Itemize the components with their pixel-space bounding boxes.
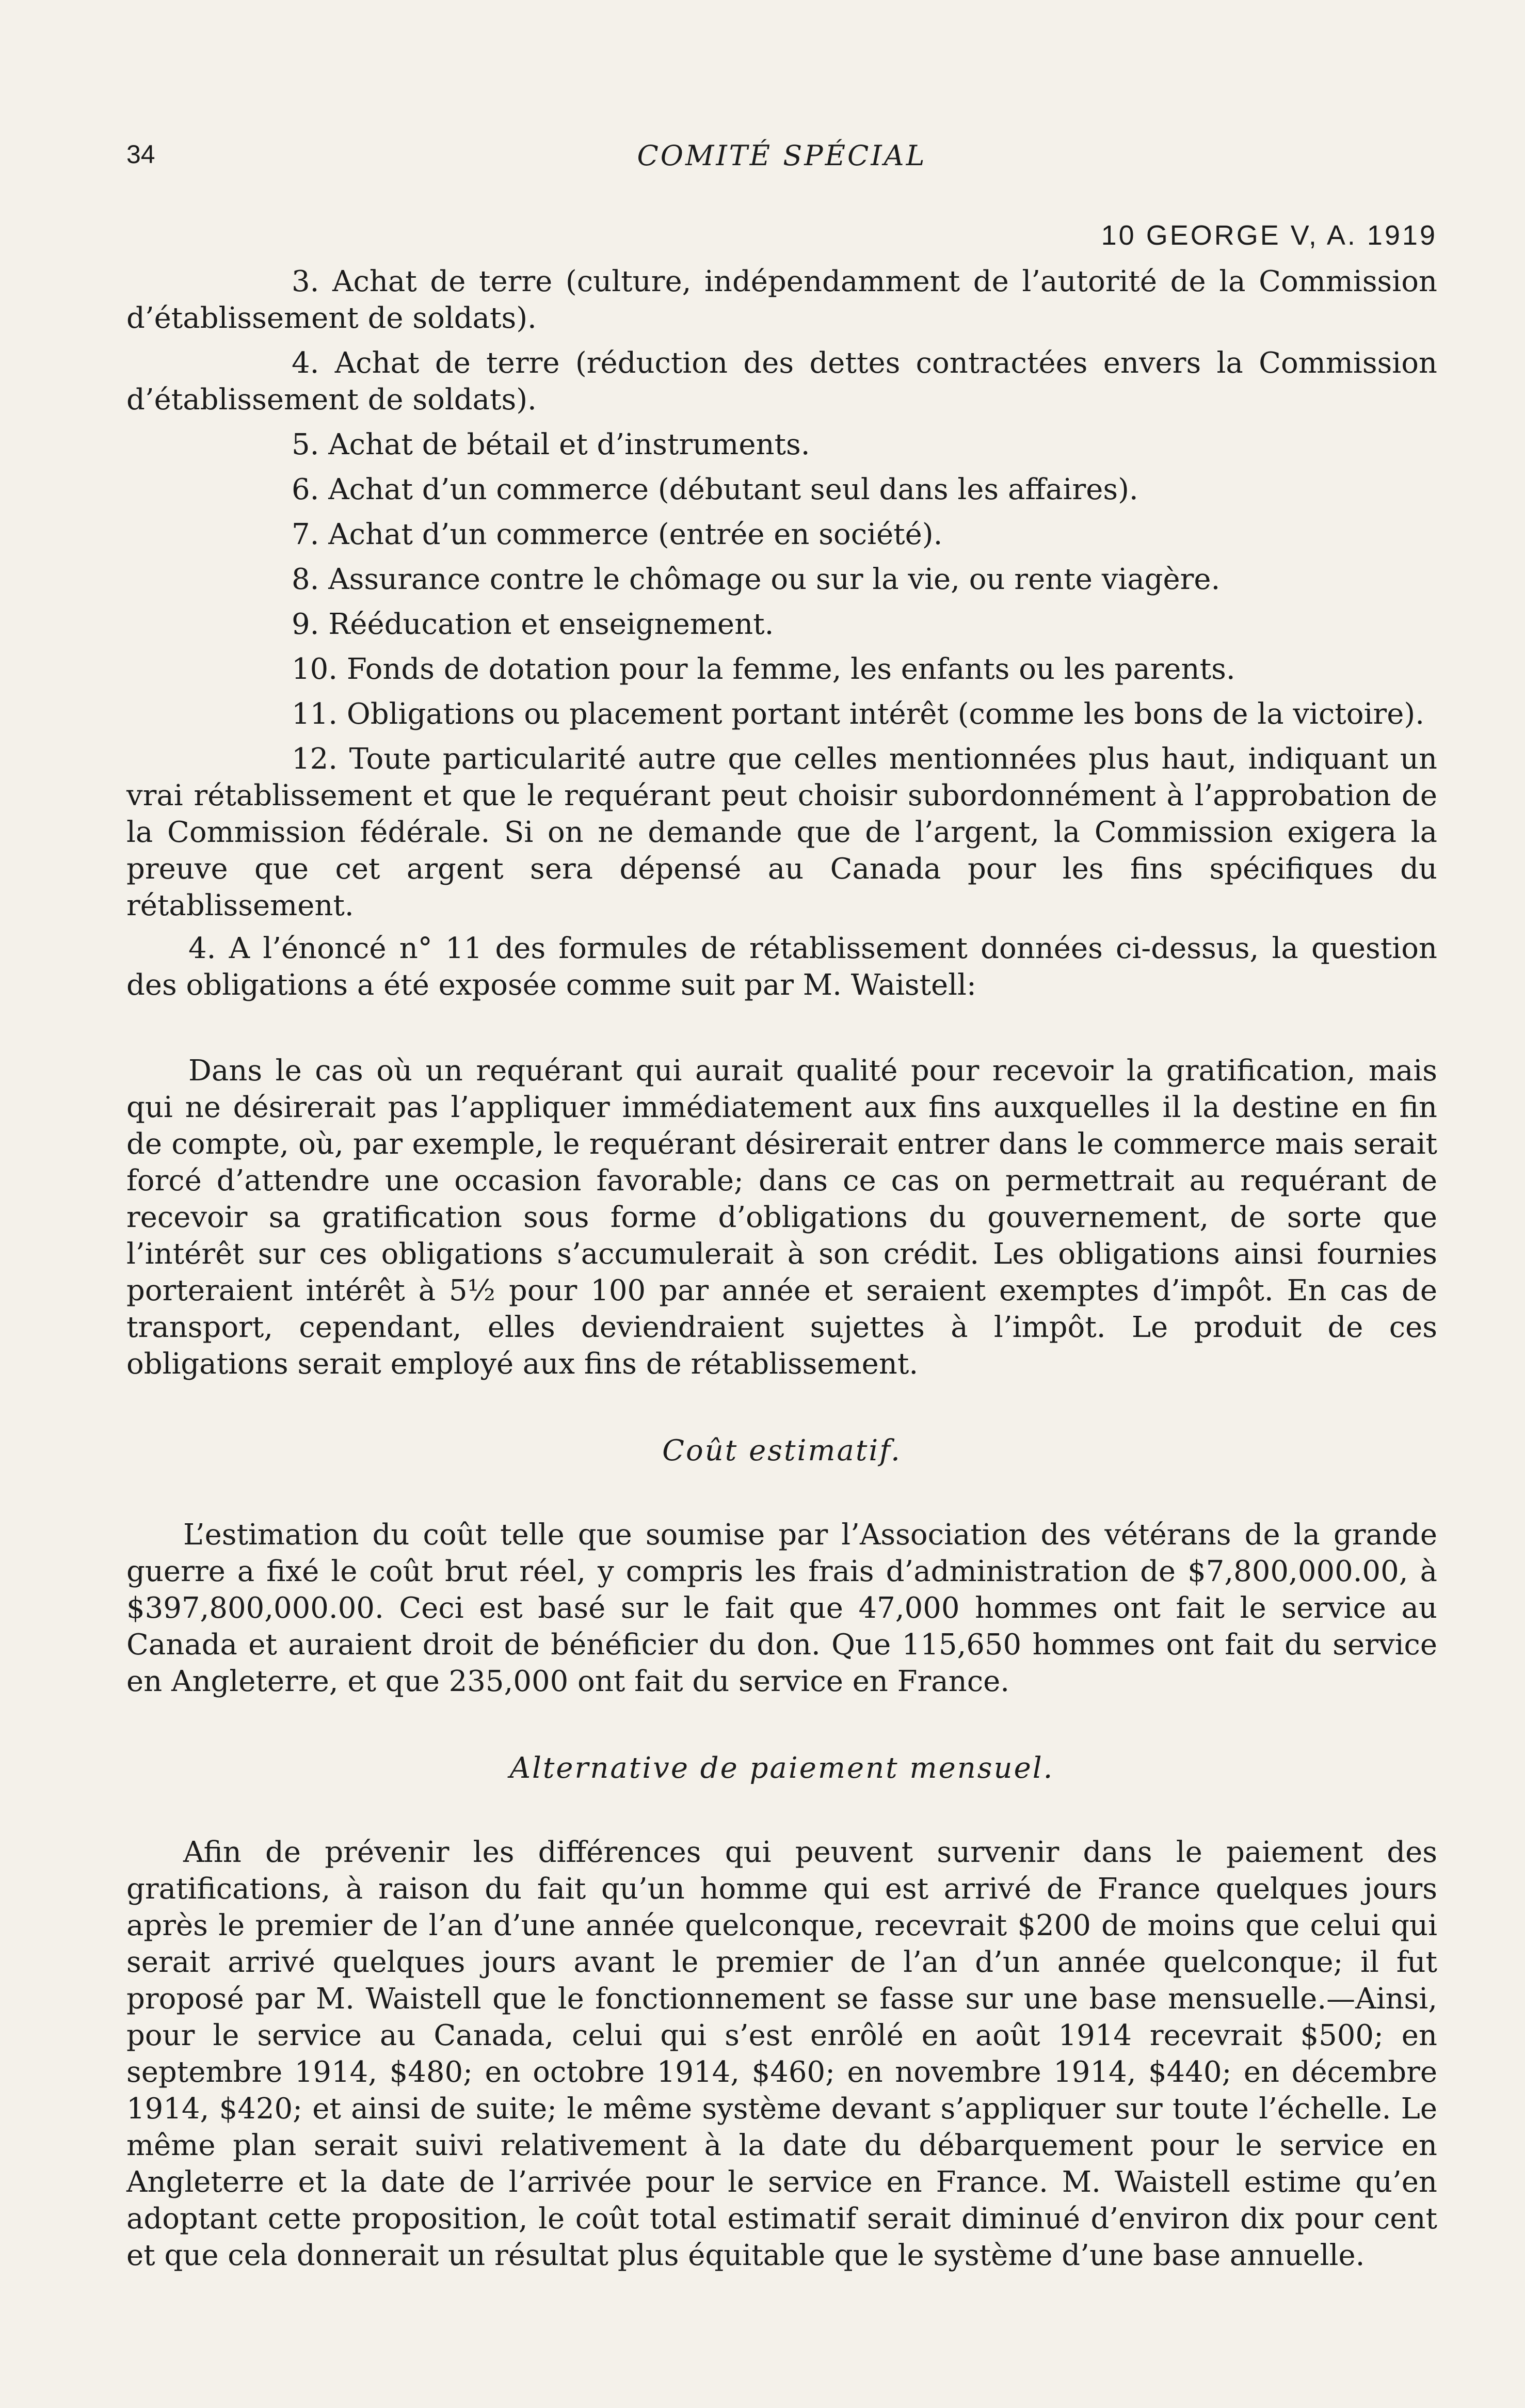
monthly-paragraph: Afin de prévenir les différences qui peuvent survenir dans le paiement des gratifications, à raison du fait qu’un homme qui est arrivé de France quelques jours après le premier de l’an d’une année quelconque, recevrait $200 de moins que celui qui serait arrivé quelques jours avant le premier de l’an d’un année quelconque; il fut proposé par M. Waistell que le fonctionnement se fasse sur une base mensuelle.—Ainsi, pour le service au Canada, celui qui s’est enrôlé en août 1914 recevrait $500; en septembre 1914, $480; en octobre 1914, $460; en novembre 1914, $440; en décembre 1914, $420; et ainsi de suite; le même système devant s’appliquer sur toute l’échelle. Le même plan serait suivi relativement à la date du débarquement pour le service en Angleterre et la date de l’arrivée pour le service en France. M. Waistell estime qu’en adoptant cette proposition, le coût total estimatif serait diminué d’environ dix pour cent et que cela donnerait un résultat plus équitable que le système d’une base annuelle. bbox=[126, 1836, 1437, 2272]
session-label: 10 GEORGE V, A. 1919 bbox=[1101, 220, 1437, 251]
list-item: 12. Toute particularité autre que celles mentionnées plus haut, indiquant un vrai rétablissement et que le requérant peut choisir subordonnément à l’approbation de la Commission fédérale. Si on ne demande que de l’argent, la Commission exigera la preuve que cet argent sera dépensé au Canada pour les fins spécifiques du rétablissement. bbox=[126, 742, 1437, 922]
list-item: 7. Achat d’un commerce (entrée en société). bbox=[292, 518, 943, 551]
list-item: 5. Achat de bétail et d’instruments. bbox=[292, 428, 810, 461]
list-item: 3. Achat de terre (culture, indépendamment de l’autorité de la Commission d’établissement de soldats). bbox=[126, 265, 1437, 335]
list-item: 10. Fonds de dotation pour la femme, les enfants ou les parents. bbox=[292, 652, 1235, 686]
page-header bbox=[126, 139, 1437, 181]
block-quote: Dans le cas où un requérant qui aurait qualité pour recevoir la gratification, mais qui ne désirerait pas l’appliquer immédiatement aux fins auxquelles il la destine en fin de compte, où, par exemple, le requérant désirerait entrer dans le commerce mais serait forcé d’attendre une occasion favorable; dans ce cas on permettrait au requérant de recevoir sa gratification sous forme d’obligations du gouvernement, de sorte que l’intérêt sur ces obligations s’accumulerait à son crédit. Les obligations ainsi fournies porteraient intérêt à 5½ pour 100 par année et seraient exemptes d’impôt. En cas de transport, cependant, elles deviendraient sujettes à l’impôt. Le produit de ces obligations serait employé aux fins de rétablissement. bbox=[126, 1054, 1437, 1381]
page-body bbox=[126, 263, 1437, 2274]
list-item: 4. Achat de terre (réduction des dettes contractées envers la Commission d’établissement de soldats). bbox=[126, 346, 1437, 417]
cost-paragraph: L’estimation du coût telle que soumise par l’Association des vétérans de la grande guerre a fixé le coût brut réel, y compris les frais d’administration de $7,800,000.00, à $397,800,000.00. Ceci est basé sur le fait que 47,000 hommes ont fait le service au Canada et auraient droit de bénéficier du don. Que 115,650 hommes ont fait du service en Angleterre, et que 235,000 ont fait du service en France. bbox=[126, 1518, 1437, 1698]
page-number: 34 bbox=[126, 140, 155, 169]
list-item: 9. Rééducation et enseignement. bbox=[292, 608, 774, 641]
section-heading-cost: Coût estimatif. bbox=[662, 1434, 902, 1468]
list-item: 8. Assurance contre le chômage ou sur la vie, ou rente viagère. bbox=[292, 563, 1221, 596]
list-item: 6. Achat d’un commerce (débutant seul dans les affaires). bbox=[292, 473, 1138, 506]
paragraph-4: 4. A l’énoncé n° 11 des formules de rétablissement données ci-dessus, la question des obligations a été exposée comme suit par M. Waistell: bbox=[126, 932, 1437, 1002]
section-heading-monthly: Alternative de paiement mensuel. bbox=[509, 1751, 1054, 1785]
running-title: COMITÉ SPÉCIAL bbox=[637, 139, 927, 172]
list-item: 11. Obligations ou placement portant intérêt (comme les bons de la victoire). bbox=[292, 697, 1424, 731]
